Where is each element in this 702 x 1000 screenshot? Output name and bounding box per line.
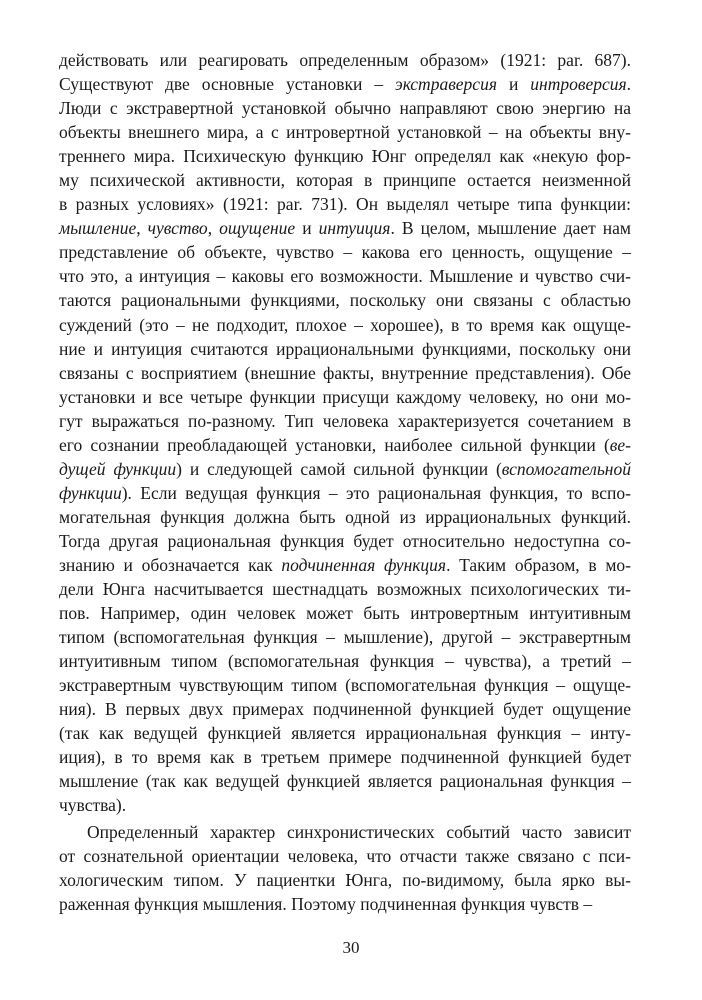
text-line: [59, 288, 631, 312]
italic-term: интроверсия: [530, 74, 627, 95]
text-line: [59, 868, 631, 892]
italic-term: мышление: [59, 218, 137, 239]
italic-term: подчиненная функция: [281, 554, 447, 575]
text-run: . В целом, мышление дает нам: [390, 218, 631, 239]
text-run: хологическим типом. У пациентки Юнга, по-видимому, была ярко вы-: [59, 869, 631, 890]
text-line: [59, 216, 631, 240]
italic-term: дущей функции: [59, 458, 177, 479]
text-run: (так как ведущей функцией является иррациональная функция – инту-: [59, 723, 631, 744]
text-run: мышление (так как ведущей функцией является рациональная функция –: [59, 771, 631, 792]
text-run: Тогда другая рациональная функция будет относительно недоступна со-: [59, 530, 631, 551]
paragraph: [59, 48, 631, 818]
text-line: [59, 481, 631, 505]
text-run: раженная функция мышления. Поэтому подчиненная функция чувств –: [59, 893, 593, 914]
text-line: [59, 409, 631, 433]
text-line: [59, 168, 631, 192]
italic-term: вспомогательной: [501, 458, 631, 479]
text-run: Определенный характер синхронистических событий часто зависит: [87, 821, 631, 842]
text-line: [59, 577, 631, 601]
text-line: [59, 697, 631, 721]
text-run: действовать или реагировать определенным образом» (1921: par. 687).: [59, 50, 631, 70]
text-run: и: [496, 74, 531, 95]
text-line: [59, 120, 631, 144]
text-run: его сознании преобладающей установки, наиболее сильной функции (: [59, 434, 610, 455]
italic-term: ве-: [609, 434, 631, 455]
text-run: Существуют две основные установки –: [59, 74, 396, 95]
text-run: Люди с экстравертной установкой обычно направляют свою энергию на: [59, 98, 631, 119]
text-run: могательная функция должна быть одной из иррациональных функций.: [59, 506, 631, 527]
text-run: объекты внешнего мира, а с интровертной установкой – на объекты вну-: [59, 122, 631, 143]
text-run: ,: [136, 218, 148, 239]
text-run: интуитивным типом (вспомогательная функция – чувства), а третий –: [59, 651, 631, 672]
text-line: [59, 433, 631, 457]
text-run: суждений (это – не подходит, плохое – хорошее), в то время как ощуще-: [59, 314, 631, 335]
text-run: пов. Например, один человек может быть интровертным интуитивным: [59, 603, 631, 624]
text-line: [59, 457, 631, 481]
text-line: [59, 337, 631, 361]
text-line: [59, 844, 631, 868]
text-run: ние и интуиция считаются иррациональными функциями, поскольку они: [59, 338, 631, 359]
text-run: связаны с восприятием (внешние факты, внутренние представления). Обе: [59, 362, 631, 383]
text-run: треннего мира. Психическую функцию Юнг определял как «некую фор-: [59, 146, 631, 167]
text-run: знанию и обозначается как: [59, 554, 282, 575]
text-line: [59, 649, 631, 673]
text-line: [59, 264, 631, 288]
text-run: установки и все четыре функции присущи каждому человеку, но они мо-: [59, 386, 631, 407]
paragraph: [59, 820, 631, 916]
text-line: [59, 361, 631, 385]
text-run: ,: [207, 218, 220, 239]
text-line: [59, 793, 631, 817]
italic-term: ощущение: [219, 218, 296, 239]
text-line: [59, 673, 631, 697]
text-run: что это, а интуиция – каковы его возможности. Мышление и чувство счи-: [59, 266, 631, 287]
text-run: .: [626, 74, 631, 95]
text-line: [59, 385, 631, 409]
text-run: типом (вспомогательная функция – мышление), другой – экстравертным: [59, 627, 631, 648]
page-number: 30: [342, 938, 360, 957]
text-run: экстравертным чувствующим типом (вспомогательная функция – ощуще-: [59, 675, 631, 696]
text-line: [59, 96, 631, 120]
italic-term: функции: [59, 482, 122, 503]
body-text: [59, 48, 631, 916]
text-line: [59, 240, 631, 264]
text-run: чувства).: [59, 795, 127, 816]
text-run: . Таким образом, в мо-: [446, 554, 632, 575]
text-run: от сознательной ориентации человека, что отчасти также связано с пси-: [59, 845, 631, 866]
italic-term: экстраверсия: [395, 74, 497, 95]
text-run: му психической активности, которая в принципе остается неизменной: [59, 170, 631, 191]
text-run: гут выражаться по-разному. Тип человека характеризуется сочетанием в: [59, 410, 631, 431]
text-line: [59, 721, 631, 745]
text-line: [59, 529, 631, 553]
text-run: таются рациональными функциями, поскольку они связаны с областью: [59, 290, 631, 311]
text-run: иция), в то время как в третьем примере подчиненной функцией будет: [59, 747, 631, 768]
text-run: ния). В первых двух примерах подчиненной функцией будет ощущение: [59, 699, 631, 720]
text-run: ). Если ведущая функция – это рациональная функция, то вспо-: [121, 482, 631, 503]
text-run: представление об объекте, чувство – какова его ценность, ощущение –: [59, 242, 631, 263]
text-run: и: [295, 218, 319, 239]
text-run: ) и следующей самой сильной функции (: [176, 458, 502, 479]
italic-term: интуиция: [318, 218, 391, 239]
italic-term: чувство: [147, 218, 208, 239]
text-line: [59, 625, 631, 649]
text-line: [59, 820, 631, 844]
text-line: [59, 745, 631, 769]
text-line: [59, 313, 631, 337]
text-line: [59, 72, 631, 96]
text-run: в разных условиях» (1921: par. 731). Он выделял четыре типа функции:: [59, 194, 631, 215]
text-line: [59, 48, 631, 72]
text-line: [59, 601, 631, 625]
text-line: [59, 769, 631, 793]
text-run: дели Юнга насчитывается шестнадцать возможных психологических ти-: [59, 579, 631, 600]
text-line: [59, 144, 631, 168]
text-line: [59, 553, 631, 577]
text-line: [59, 192, 631, 216]
text-line: [59, 505, 631, 529]
text-line: [59, 892, 631, 916]
